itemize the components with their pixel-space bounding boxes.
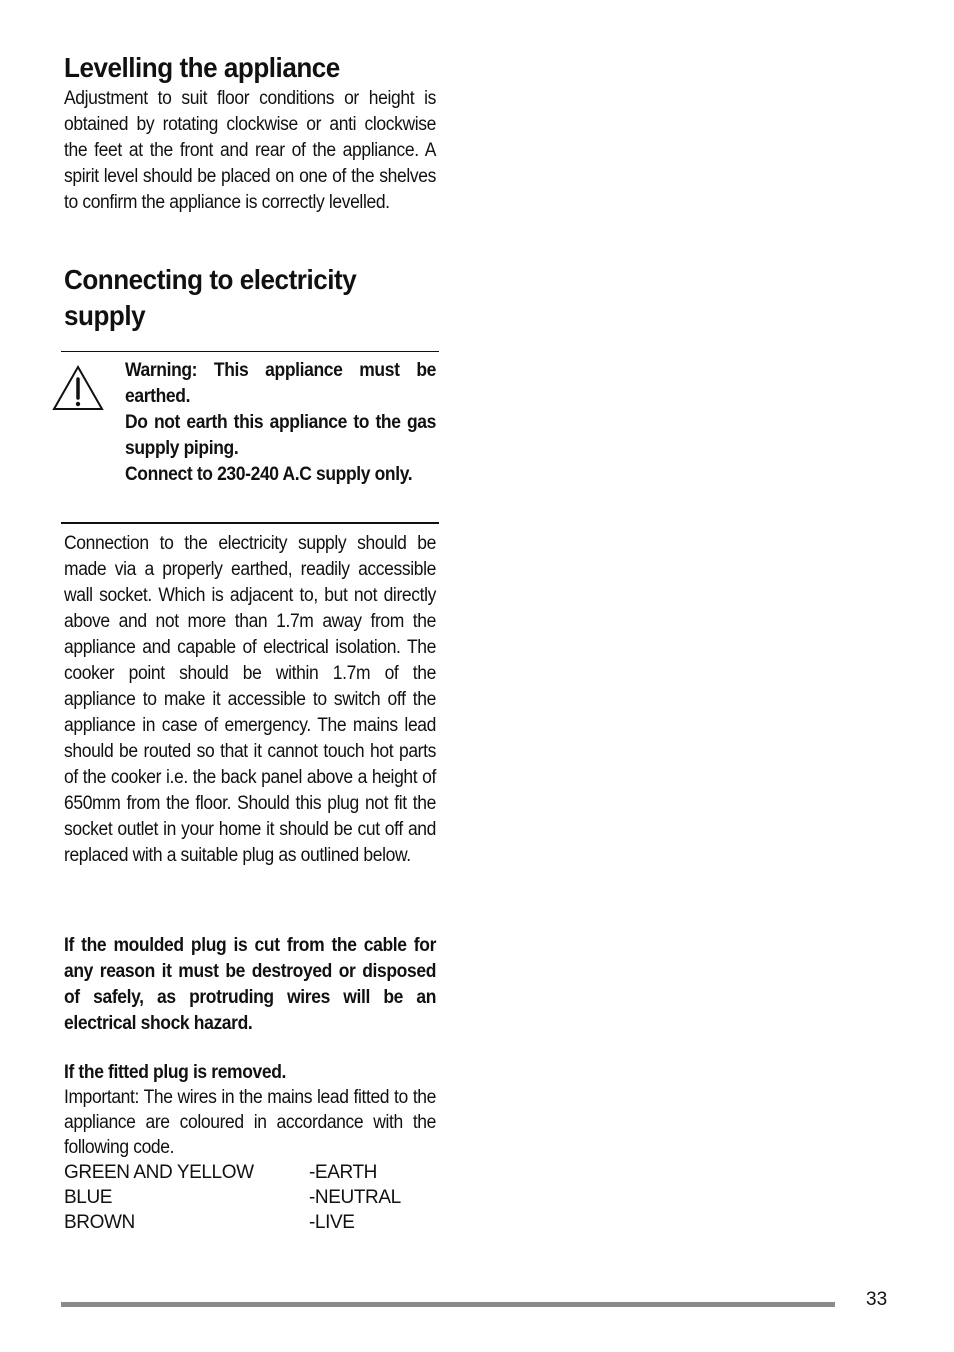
page-number: 33 [866,1289,888,1310]
levelling-paragraph [64,86,436,216]
warning-text [125,358,436,488]
wire-colour: BLUE [64,1187,113,1208]
warning-line-earthed [125,358,436,410]
wire-role: -LIVE [309,1212,355,1233]
fitted-plug-heading [64,1060,436,1086]
warning-line-gas-text: Do not earth this appliance to the gas supply piping. [125,412,437,459]
supply-paragraph-text: Connection to the electricity supply should be made via a properly earthed, readily accessible wall socket. Which is adjacent to, but not directly above and not more than 1.7m away from the appliance and capable of electrical isolation. The cooker point should be within 1.7m of the appliance to make it accessible to switch off the appliance in case of emergency. The mains lead should be routed so that it cannot touch hot parts of the cooker i.e. the back panel above a height of 650mm from the floor. Should this plug not fit the socket outlet in your home it should be cut off and replaced with a suitable plug as outlined below. [64,533,437,866]
wire-colour: GREEN AND YELLOW [64,1162,254,1183]
warning-line-gas [125,410,436,462]
wire-role: -NEUTRAL [309,1187,401,1208]
levelling-paragraph-text: Adjustment to suit floor conditions or height is obtained by rotating clockwise or anti clockwise the feet at the front and rear of the appliance. A spirit level should be placed on one of the shelves to confirm the appliance is correctly levelled. [64,88,437,213]
wire-role: -EARTH [309,1162,377,1183]
warning-line-earthed-text: Warning: This appliance must be earthed. [125,360,437,407]
important-paragraph-text: Important: The wires in the mains lead fitted to the appliance are coloured in accordance with the following code. [64,1087,437,1158]
moulded-plug-warning [64,933,436,1037]
warning-line-supply-text: Connect to 230-240 A.C supply only. [125,464,413,485]
levelling-title: Levelling the appliance [64,52,340,83]
connecting-title: Connecting to electricity supply [64,264,357,331]
important-paragraph [64,1085,436,1160]
warning-triangle-icon [52,364,104,412]
supply-paragraph [64,531,436,869]
warning-line-supply [125,462,436,488]
fitted-plug-heading-text: If the fitted plug is removed. [64,1062,287,1083]
moulded-plug-warning-text: If the moulded plug is cut from the cable for any reason it must be destroyed or disposed of safely, as protruding wires will be an electrical shock hazard. [64,935,437,1034]
footer-divider [61,1302,835,1307]
wire-colour: BROWN [64,1212,135,1233]
